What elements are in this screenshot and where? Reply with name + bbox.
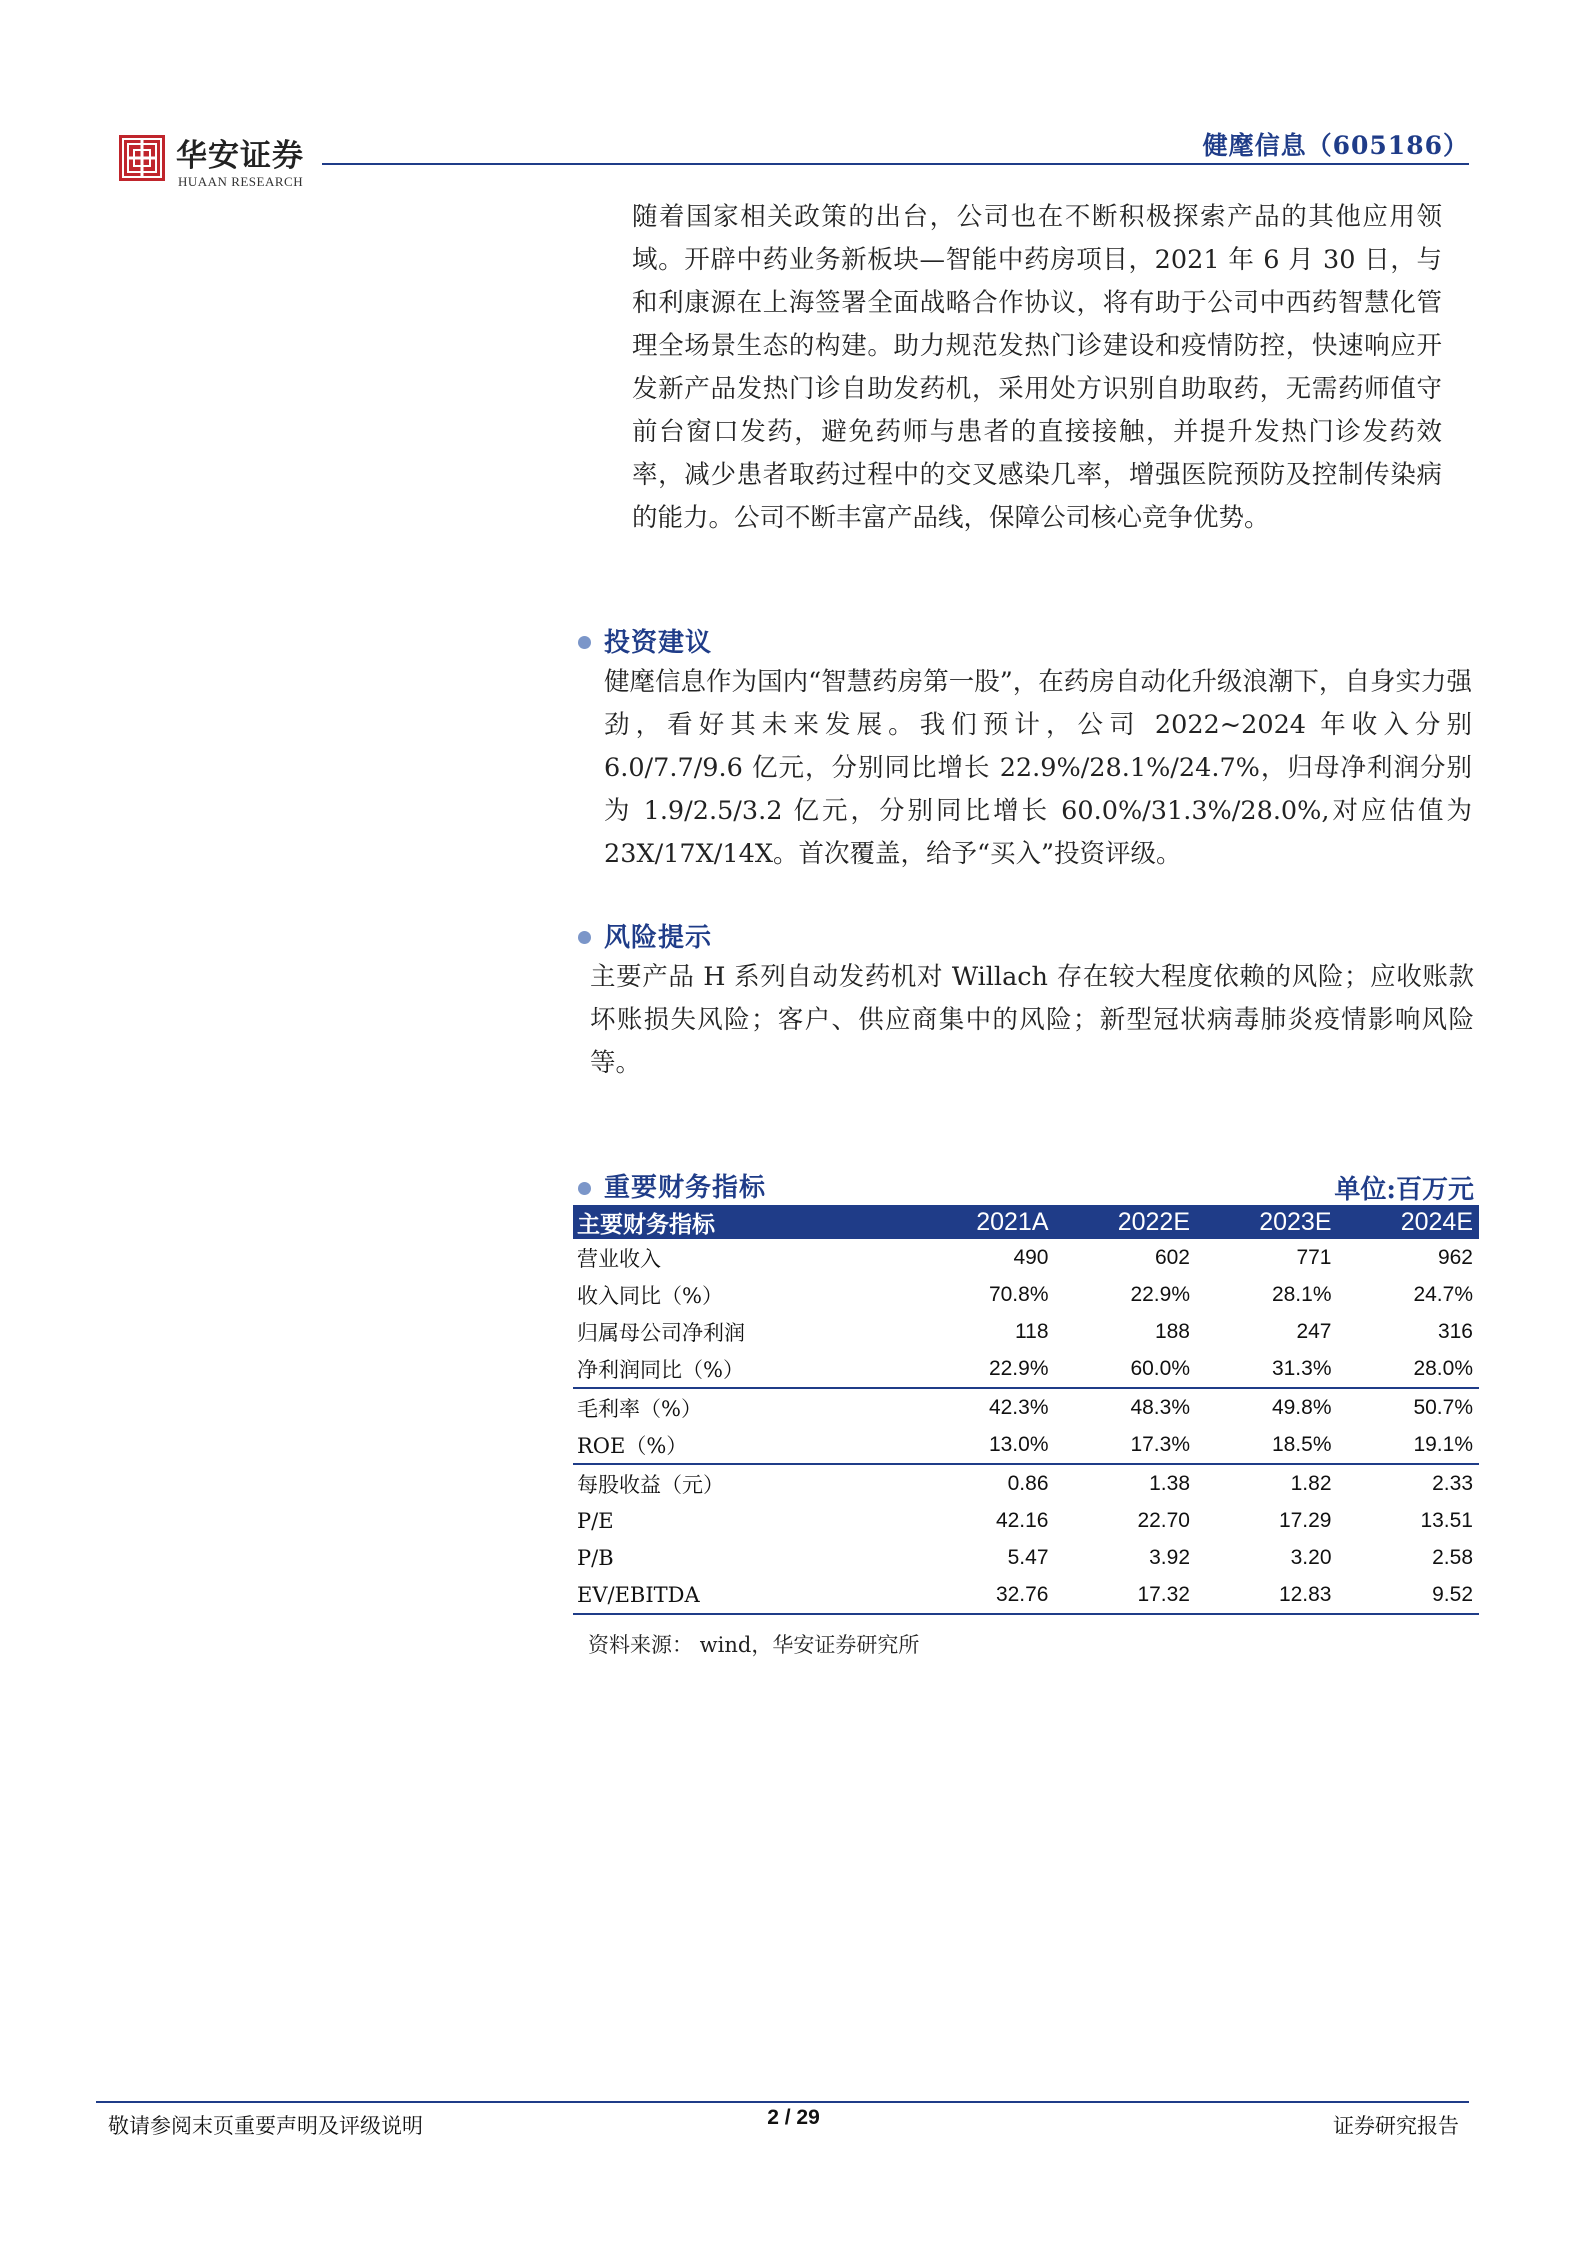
page-number: 2 / 29 (767, 2106, 820, 2129)
cell-value: 60.0% (1055, 1350, 1197, 1388)
cell-value: 118 (1015, 1319, 1049, 1343)
logo-subtext: HUAAN RESEARCH (178, 174, 304, 189)
cell-value: 771 (1296, 1245, 1332, 1269)
cell-value: 0.86 (1007, 1471, 1049, 1495)
cell-value: 19.1% (1338, 1426, 1480, 1464)
table-source-note: 资料来源： wind，华安证券研究所 (588, 1633, 920, 1657)
cell-value: 70.8% (988, 1282, 1049, 1306)
cell-value: 13.51 (1420, 1508, 1473, 1532)
cell-value: 17.32 (1055, 1576, 1197, 1614)
cell-value: 2.58 (1432, 1545, 1473, 1569)
cell-value: 28.1% (1271, 1282, 1332, 1306)
cell-value: 1.82 (1290, 1471, 1332, 1495)
column-header: 主要财务指标 (573, 1205, 913, 1239)
cell-value: 22.70 (1137, 1508, 1190, 1532)
unit-label: 单位:百万元 (1334, 1175, 1474, 1205)
bullet-dot-icon (578, 636, 591, 649)
report-title: 健麾信息（605186） (1202, 131, 1469, 160)
cell-value: 316 (1437, 1319, 1473, 1343)
cell-value: 18.5% (1196, 1426, 1338, 1464)
cell-value: 48.3% (1130, 1395, 1190, 1419)
financial-table (573, 1205, 1479, 1615)
cell-value: 31.3% (1196, 1350, 1338, 1388)
table-header-row (573, 1205, 1479, 1239)
investment-paragraph: 健麾信息作为国内“智慧药房第一股”，在药房自动化升级浪潮下，自身实力强劲，看好其未来发展。我们预计，公司 2022~2024 年收入分别 6.0/7.7/9.6 亿元，分别同比增长 22.9%/28.1%/24.7%，归母净利润分别为 1.9/2.5/3.2 亿元，分别同比增长 60.0%/31.3%/28.0%,对应估值为 23X/17X/14X。首次覆盖，给予“买入”投资评级。 (604, 667, 1472, 869)
table-row (573, 1350, 1479, 1388)
column-header: 2021A (913, 1205, 1055, 1239)
row-label: P/E (577, 1508, 614, 1533)
cell-value: 9.52 (1338, 1576, 1480, 1614)
row-label: 每股收益（元） (577, 1472, 724, 1497)
column-header: 2024E (1338, 1205, 1480, 1239)
cell-value: 3.20 (1290, 1545, 1332, 1569)
footer-disclaimer: 敬请参阅末页重要声明及评级说明 (108, 2114, 423, 2138)
table-row (573, 1239, 1479, 1276)
column-header: 2023E (1196, 1205, 1338, 1239)
bullet-dot-icon (578, 931, 591, 944)
table-row (573, 1426, 1479, 1464)
section-financial-heading: 重要财务指标 (604, 1173, 767, 1203)
cell-value: 13.0% (913, 1426, 1055, 1464)
cell-value: 3.92 (1149, 1545, 1190, 1569)
table-row (573, 1539, 1479, 1576)
table-row (573, 1576, 1479, 1614)
cell-value: 17.3% (1055, 1426, 1197, 1464)
cell-value: 2.33 (1432, 1471, 1473, 1495)
row-label: 归属母公司净利润 (577, 1320, 745, 1345)
cell-value: 490 (1013, 1245, 1049, 1269)
table-row (573, 1502, 1479, 1539)
column-header: 2022E (1055, 1205, 1197, 1239)
row-label: EV/EBITDA (573, 1576, 913, 1614)
cell-value: 24.7% (1413, 1282, 1473, 1306)
section-risk-heading: 风险提示 (604, 923, 713, 953)
cell-value: 28.0% (1338, 1350, 1480, 1388)
table-row (573, 1276, 1479, 1313)
header-divider (322, 163, 1469, 165)
bullet-dot-icon (578, 1182, 591, 1195)
cell-value: 49.8% (1271, 1395, 1332, 1419)
cell-value: 42.16 (995, 1508, 1049, 1532)
row-label: ROE（%） (573, 1426, 913, 1464)
cell-value: 32.76 (913, 1576, 1055, 1614)
row-label: 营业收入 (577, 1246, 661, 1271)
cell-value: 17.29 (1278, 1508, 1332, 1532)
table-row (573, 1464, 1479, 1502)
risk-paragraph: 主要产品 H 系列自动发药机对 Willach 存在较大程度依赖的风险；应收账款坏账损失风险；客户、供应商集中的风险；新型冠状病毒肺炎疫情影响风险等。 (590, 962, 1474, 1078)
table-row (573, 1388, 1479, 1426)
cell-value: 1.38 (1149, 1471, 1190, 1495)
section-investment-heading: 投资建议 (604, 628, 713, 658)
cell-value: 22.9% (1130, 1282, 1190, 1306)
cell-value: 42.3% (988, 1395, 1049, 1419)
cell-value: 12.83 (1196, 1576, 1338, 1614)
cell-value: 247 (1296, 1319, 1332, 1343)
footer-report-type: 证券研究报告 (1333, 2114, 1459, 2138)
footer-divider (96, 2101, 1469, 2103)
cell-value: 188 (1154, 1319, 1190, 1343)
huaan-logo-icon (118, 134, 166, 182)
row-label: 毛利率（%） (577, 1396, 702, 1421)
row-label: 净利润同比（%） (573, 1350, 913, 1388)
cell-value: 50.7% (1413, 1395, 1473, 1419)
row-label: 收入同比（%） (577, 1283, 723, 1308)
cell-value: 22.9% (913, 1350, 1055, 1388)
table-row (573, 1313, 1479, 1350)
logo-text: 华安证券 (176, 138, 304, 174)
cell-value: 5.47 (1007, 1545, 1049, 1569)
cell-value: 962 (1437, 1245, 1473, 1269)
row-label: P/B (577, 1545, 614, 1570)
intro-paragraph: 随着国家相关政策的出台，公司也在不断积极探索产品的其他应用领域。开辟中药业务新板块—智能中药房项目，2021 年 6 月 30 日，与和利康源在上海签署全面战略合作协议，将有助于公司中西药智慧化管理全场景生态的构建。助力规范发热门诊建设和疫情防控，快速响应开发新产品发热门诊自助发药机，采用处方识别自助取药，无需药师值守前台窗口发药，避免药师与患者的直接接触，并提升发热门诊发药效率，减少患者取药过程中的交叉感染几率，增强医院预防及控制传染病的能力。公司不断丰富产品线，保障公司核心竞争优势。 (632, 202, 1442, 533)
cell-value: 602 (1154, 1245, 1190, 1269)
